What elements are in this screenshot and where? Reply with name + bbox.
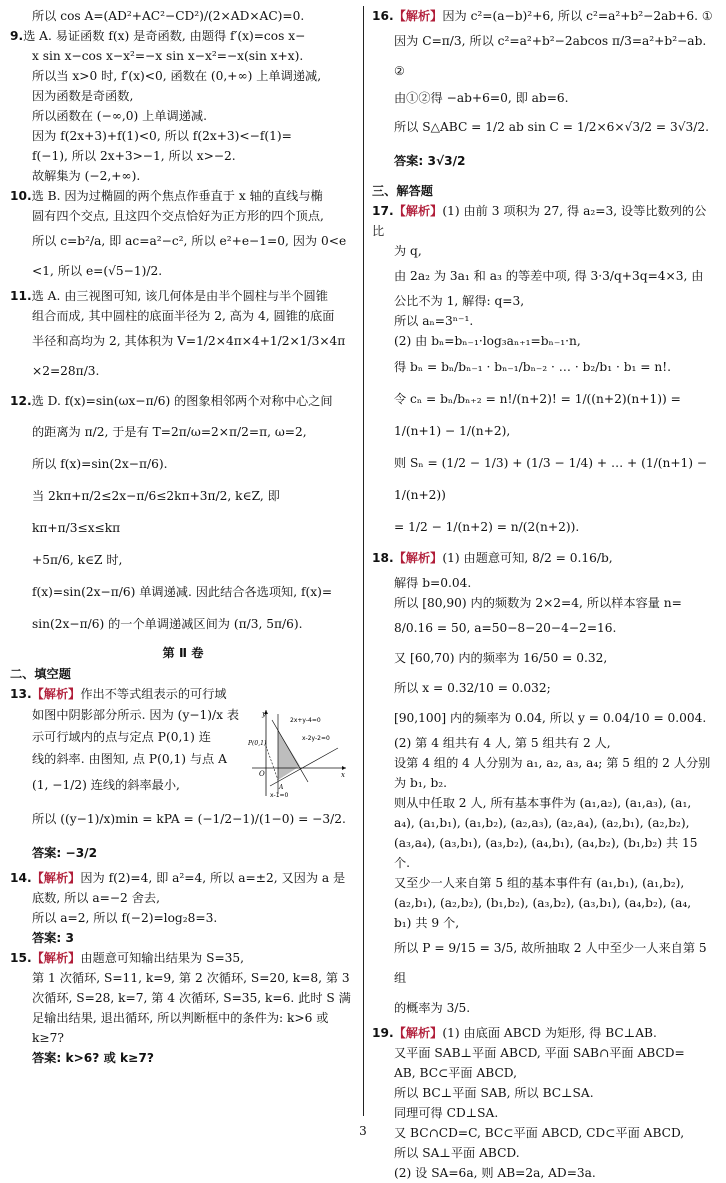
text-line: 同理可得 CD⊥SA. xyxy=(394,1106,499,1120)
text-line: 又平面 SAB⊥平面 ABCD, 平面 SAB∩平面 ABCD= xyxy=(394,1046,685,1060)
point-a-label: A xyxy=(279,784,284,791)
line-label-x-2y-2: x-2y-2=0 xyxy=(302,735,330,742)
question-number: 9. xyxy=(10,29,24,43)
text-line: 得 bₙ = bₙ/bₙ₋₁ · bₙ₋₁/bₙ₋₂ · … · b₂/b₁ · b₁ = n!. xyxy=(394,360,671,374)
text-line: ×2=28π/3. xyxy=(32,364,100,378)
text-line: 线的斜率. 由图知, 点 P(0,1) 与点 A xyxy=(32,752,227,766)
text-line: 8/0.16 = 50, a=50−8−20−4−2=16. xyxy=(394,621,617,635)
line-label-x-1: x-1=0 xyxy=(270,792,289,798)
origin-label: O xyxy=(259,770,265,778)
text-line: 由①②得 −ab+6=0, 即 ab=6. xyxy=(394,91,569,105)
right-column xyxy=(372,6,716,1183)
text-line: 次循环, S=28, k=7, 第 4 次循环, S=35, k=6. 此时 S 满 xyxy=(32,991,351,1005)
question-number: 17. xyxy=(372,204,394,218)
text-line: 令 cₙ = bₙ/bₙ₊₂ = n!/(n+2)! = 1/((n+2)(n+1)) = 1/(n+1) − 1/(n+2), xyxy=(394,392,681,438)
line-label-2x-y-4: 2x+y-4=0 xyxy=(290,717,321,724)
text-line: 为 q, xyxy=(394,244,422,258)
column-divider xyxy=(363,6,364,1116)
question-number: 18. xyxy=(372,551,394,565)
text-line: 的距离为 π/2, 于是有 T=2π/ω=2×π/2=π, ω=2, xyxy=(32,425,307,439)
text-line: (a₃,a₄), (a₃,b₁), (a₃,b₂), (a₄,b₁), (a₄,b₂), (b₁,b₂) 共 15 xyxy=(394,836,698,850)
answer-line: 答案: k>6? 或 k≥7? xyxy=(32,1051,154,1065)
text-line: 故解集为 (−2,+∞). xyxy=(32,169,141,183)
text-line: (1, −1/2) 连线的斜率最小, xyxy=(32,778,180,792)
text-line: +5π/6, k∈Z 时, xyxy=(32,553,123,567)
shaded-region xyxy=(278,730,300,780)
text-line: 所以 SA⊥平面 ABCD. xyxy=(394,1146,520,1160)
text-line: 半径和高均为 2, 其体积为 V=1/2×4π×4+1/2×1/3×4π xyxy=(32,334,346,348)
text-line: 又至少一人来自第 5 组的基本事件有 (a₁,b₁), (a₁,b₂), xyxy=(394,876,685,890)
text-line: 选 A. 由三视图可知, 该几何体是由半个圆柱与半个圆锥 xyxy=(31,289,328,303)
question-number: 19. xyxy=(372,1026,394,1040)
text-line: (a₂,b₁), (a₂,b₂), (b₁,b₂), (a₃,b₂), (a₃,b₁), (a₄,b₂), (a₄, xyxy=(394,896,692,910)
text-line: 选 B. 因为过椭圆的两个焦点作垂直于 x 轴的直线与椭 xyxy=(31,189,323,203)
answer-14 xyxy=(10,868,356,948)
text-line: a₄), (a₁,b₁), (a₁,b₂), (a₂,a₃), (a₂,a₄), (a₂,b₁), (a₂,b₂), xyxy=(394,816,690,830)
text-line: 当 2kπ+π/2≤2x−π/6≤2kπ+3π/2, k∈Z, 即 kπ+π/3≤x≤kπ xyxy=(32,489,280,535)
question-number: 12. xyxy=(10,394,32,408)
answer-line: 答案: 3√3/2 xyxy=(394,154,466,168)
text-line: 设第 4 组的 4 人分别为 a₁, a₂, a₃, a₄; 第 5 组的 2 人分别 xyxy=(394,756,711,770)
text-line: 底数, 所以 a=−2 舍去, xyxy=(32,891,160,905)
text-line: 如图中阴影部分所示. 因为 (y−1)/x 表 xyxy=(32,708,240,722)
text-line: 示可行域内的点与定点 P(0,1) 连 xyxy=(32,730,211,744)
text-line: 由题意可知输出结果为 S=35, xyxy=(80,951,245,965)
text-line: 所以函数在 (−∞,0) 上单调递减. xyxy=(32,109,207,123)
answer-12 xyxy=(10,386,356,640)
question-number: 13. xyxy=(10,687,32,701)
x-label: x xyxy=(341,771,345,779)
question-number: 14. xyxy=(10,871,32,885)
question-number: 16. xyxy=(372,9,394,23)
text-line: 选 A. 易证函数 f(x) 是奇函数, 由题得 f′(x)=cos x− xyxy=(23,29,306,43)
answer-line: 答案: 3 xyxy=(32,931,74,945)
text-line: 所以 a=2, 所以 f(−2)=log₂8=3. xyxy=(32,911,218,925)
text-line: 解得 b=0.04. xyxy=(394,576,472,590)
text-line: 因为 c²=(a−b)²+6, 所以 c²=a²+b²−2ab+6. ① xyxy=(442,9,713,23)
text-line: 所以 cos A=(AD²+AC²−CD²)/(2×AD×AC)=0. xyxy=(32,9,305,23)
text-line: 由 2a₂ 为 3a₁ 和 a₃ 的等差中项, 得 3·3/q+3q=4×3, 由 xyxy=(394,269,704,283)
answer-11 xyxy=(10,286,356,386)
answer-line: 答案: −3/2 xyxy=(32,846,98,860)
question-number: 15. xyxy=(10,951,32,965)
page-number: 3 xyxy=(359,1124,367,1138)
text-line: 作出不等式组表示的可行域 xyxy=(80,687,227,701)
analysis-tag: 【解析】 xyxy=(31,951,81,965)
text-line: 组合而成, 其中圆柱的底面半径为 2, 高为 4, 圆锥的底面 xyxy=(32,309,335,323)
text-line: 则 Sₙ = (1/2 − 1/3) + (1/3 − 1/4) + … + (1/(n+1) − 1/(n+2)) xyxy=(394,456,708,502)
answer-18 xyxy=(372,543,716,1023)
text-line: 为 b₁, b₂. xyxy=(394,776,448,790)
text-line: k≥7? xyxy=(32,1031,64,1045)
text-line: 又 [60,70) 内的频率为 16/50 = 0.32, xyxy=(394,651,608,665)
text-line: 第 1 次循环, S=11, k=9, 第 2 次循环, S=20, k=8, 第 3 xyxy=(32,971,350,985)
coordinate-graph xyxy=(248,706,348,798)
section-heading: 三、解答题 xyxy=(372,184,433,198)
text-line: 因为函数是奇函数, xyxy=(32,89,134,103)
text-line: 所以 [80,90) 内的频数为 2×2=4, 所以样本容量 n= xyxy=(394,596,682,610)
section-heading: 二、填空题 xyxy=(10,667,71,681)
text-line: 足输出结果, 退出循环, 所以判断框中的条件为: k>6 或 xyxy=(32,1011,329,1025)
question-number: 11. xyxy=(10,289,32,303)
text-line: 因为 f(2x+3)+f(1)<0, 所以 f(2x+3)<−f(1)= xyxy=(32,129,292,143)
text-line: 公比不为 1, 解得: q=3, xyxy=(394,294,525,308)
text-line: 所以 f(x)=sin(2x−π/6). xyxy=(32,457,168,471)
answer-15 xyxy=(10,948,356,1068)
text-line: 所以 BC⊥平面 SAB, 所以 BC⊥SA. xyxy=(394,1086,594,1100)
text-line: 选 D. f(x)=sin(ωx−π/6) 的图象相邻两个对称中心之间 xyxy=(31,394,333,408)
text-line: (2) 第 4 组共有 4 人, 第 5 组共有 2 人, xyxy=(394,736,611,750)
text-line: [90,100] 内的频率为 0.04, 所以 y = 0.04/10 = 0.004. xyxy=(394,711,707,725)
analysis-tag: 【解析】 xyxy=(393,204,443,218)
text-line: 所以 S△ABC = 1/2 ab sin C = 1/2×6×√3/2 = 3√3/2. xyxy=(394,120,709,134)
text-line: (2) 由 bₙ=bₙ₋₁·log₃aₙ₊₁=bₙ₋₁·n, xyxy=(394,334,581,348)
text-line: 的概率为 3/5. xyxy=(394,1001,471,1015)
text-line: 所以当 x>0 时, f′(x)<0, 函数在 (0,+∞) 上单调递减, xyxy=(32,69,322,83)
analysis-tag: 【解析】 xyxy=(393,1026,443,1040)
left-column xyxy=(10,6,356,1068)
volume-heading: 第 Ⅱ 卷 xyxy=(162,646,204,660)
text-line: <1, 所以 e=(√5−1)/2. xyxy=(32,264,163,278)
text-line: 圆有四个交点, 且这四个交点恰好为正方形的四个顶点, xyxy=(32,209,324,223)
text-line: 所以 aₙ=3ⁿ⁻¹. xyxy=(394,314,474,328)
text-line: f(x)=sin(2x−π/6) 单调递减. 因此结合各选项知, f(x)= xyxy=(32,585,333,599)
text-line: 因为 f(2)=4, 即 a²=4, 所以 a=±2, 又因为 a 是 xyxy=(80,871,346,885)
text-line: = 1/2 − 1/(n+2) = n/(2(n+2)). xyxy=(394,520,580,534)
line-2x-y-4 xyxy=(272,720,308,782)
answer-16 xyxy=(372,6,716,178)
text-line: (1) 由题意可知, 8/2 = 0.16/b, xyxy=(442,551,613,565)
text-line: f(−1), 所以 2x+3>−1, 所以 x>−2. xyxy=(32,149,236,163)
text-line: x sin x−cos x−x²=−x sin x−x²=−x(sin x+x). xyxy=(32,49,304,63)
analysis-tag: 【解析】 xyxy=(393,9,443,23)
text-line: 所以 x = 0.32/10 = 0.032; xyxy=(394,681,551,695)
text-line: 个. xyxy=(394,856,411,870)
answer-17 xyxy=(372,201,716,543)
text-line: (1) 由底面 ABCD 为矩形, 得 BC⊥AB. xyxy=(442,1026,657,1040)
text-line: 因为 C=π/3, 所以 c²=a²+b²−2abcos π/3=a²+b²−ab. ② xyxy=(394,34,707,78)
point-p-label: P(0,1) xyxy=(248,740,267,747)
answer-9 xyxy=(10,26,356,186)
text-line: (2) 设 SA=6a, 则 AB=2a, AD=3a. xyxy=(394,1166,596,1180)
text-line: 所以 P = 9/15 = 3/5, 故所抽取 2 人中至少一人来自第 5 组 xyxy=(394,941,707,985)
line-pa xyxy=(266,746,278,780)
analysis-tag: 【解析】 xyxy=(393,551,443,565)
analysis-tag: 【解析】 xyxy=(31,687,81,701)
answer-19 xyxy=(372,1023,716,1183)
text-line: b₁) 共 9 个, xyxy=(394,916,460,930)
text-line: 所以 ((y−1)/x)min = kPA = (−1/2−1)/(1−0) = −3/2. xyxy=(32,812,346,826)
answer-8-tail xyxy=(10,6,356,26)
answer-10 xyxy=(10,186,356,286)
text-line: 所以 c=b²/a, 即 ac=a²−c², 所以 e²+e−1=0, 因为 0<e xyxy=(32,234,347,248)
feasible-region-figure xyxy=(248,706,348,798)
text-line: 又 BC∩CD=C, BC⊂平面 ABCD, CD⊂平面 ABCD, xyxy=(394,1126,685,1140)
y-label: y xyxy=(262,710,266,718)
text-line: (1) 由前 3 项积为 27, 得 a₂=3, 设等比数列的公比 xyxy=(372,204,707,238)
text-line: 则从中任取 2 人, 所有基本事件为 (a₁,a₂), (a₁,a₃), (a₁, xyxy=(394,796,692,810)
text-line: AB, BC⊂平面 ABCD, xyxy=(394,1066,517,1080)
question-number: 10. xyxy=(10,189,32,203)
analysis-tag: 【解析】 xyxy=(31,871,81,885)
text-line: sin(2x−π/6) 的一个单调递减区间为 (π/3, 5π/6). xyxy=(32,617,303,631)
x-axis-arrow xyxy=(342,766,346,770)
